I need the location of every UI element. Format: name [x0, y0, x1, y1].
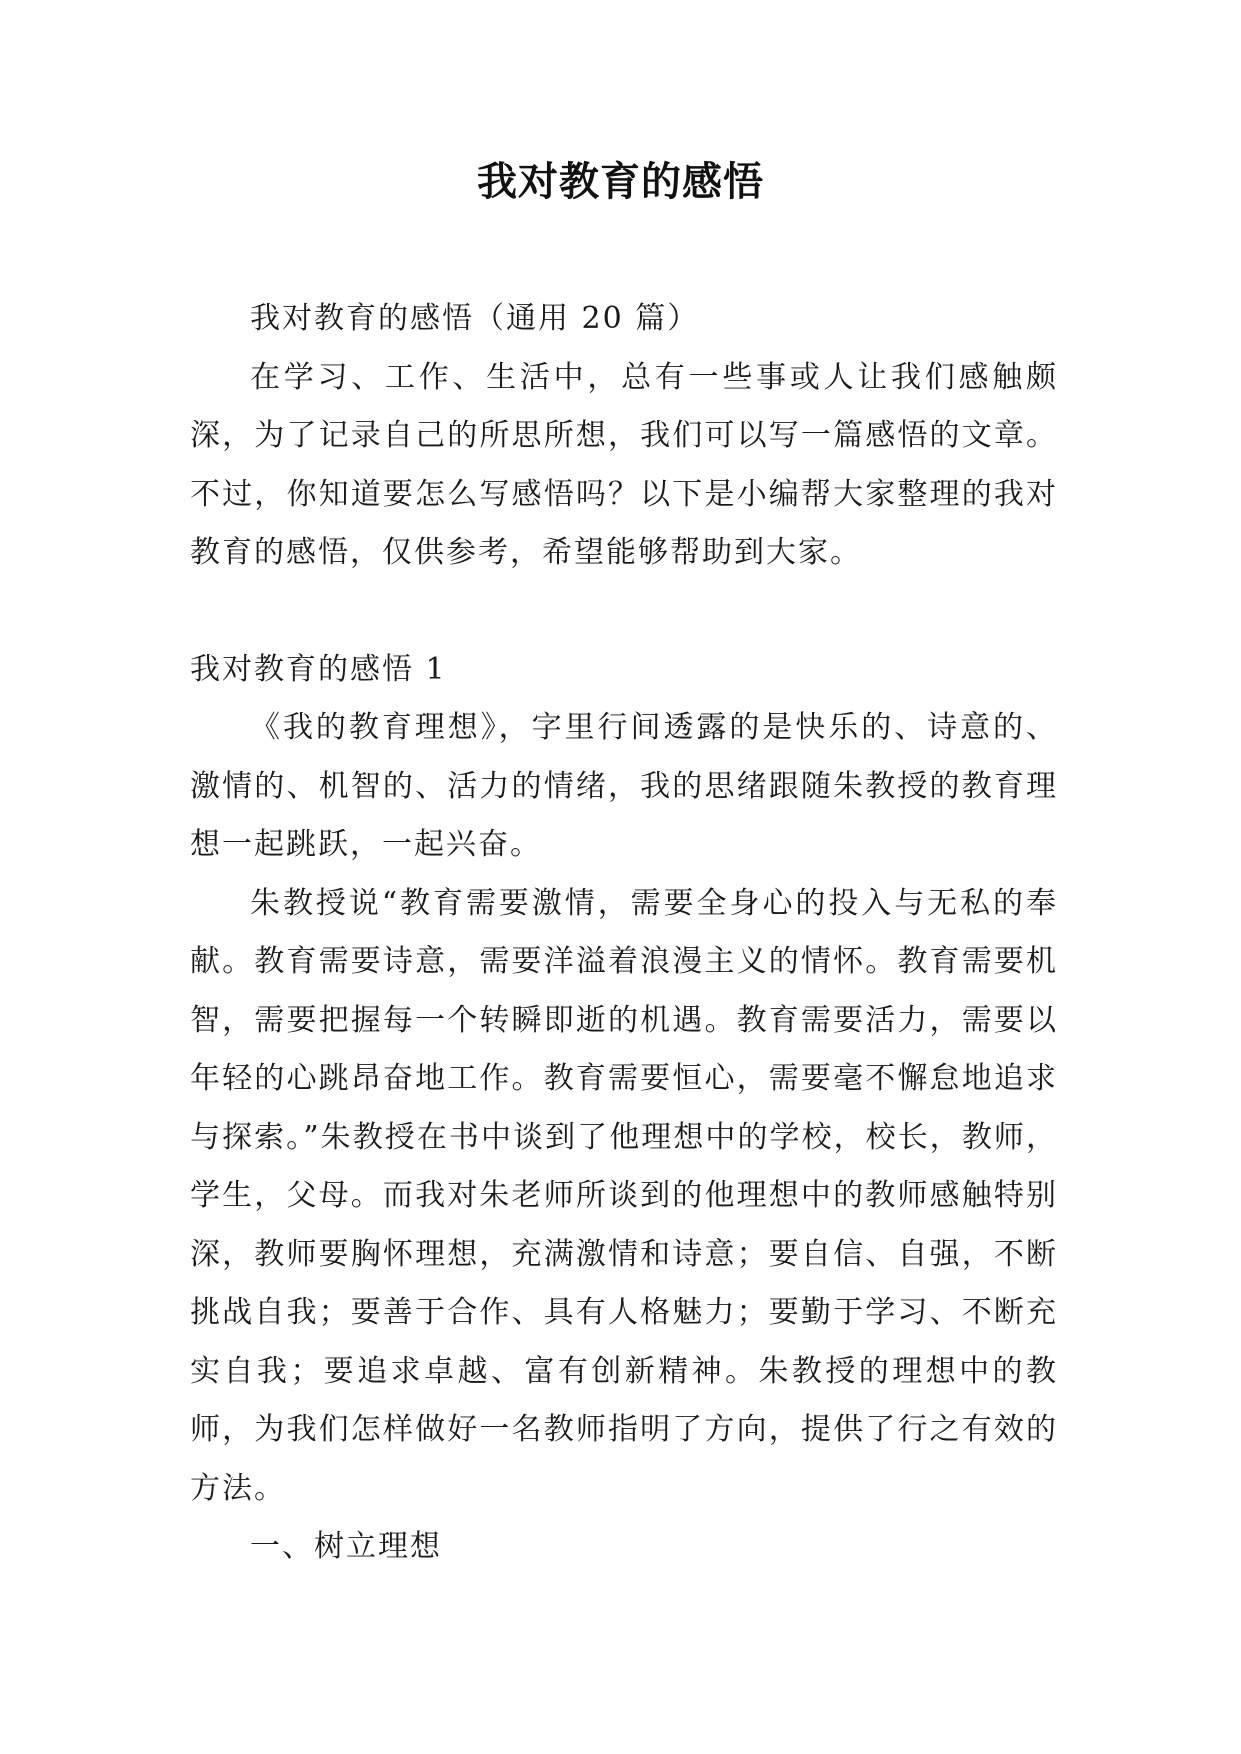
intro-paragraph: 在学习、工作、生活中，总有一些事或人让我们感触颇深，为了记录自己的所思所想，我们可以写一篇感悟的文章。不过，你知道要怎么写感悟吗？以下是小编帮大家整理的我对教育的感悟，仅供参考，希望能够帮助到大家。: [190, 359, 1058, 570]
document-title: 我对教育的感悟: [477, 159, 764, 205]
document-subtitle: 我对教育的感悟（通用 20 篇）: [250, 301, 700, 336]
body-paragraph: 朱教授说“教育需要激情，需要全身心的投入与无私的奉献。教育需要诗意，需要洋溢着浪漫主义的情怀。教育需要机智，需要把握每一个转瞬即逝的机遇。教育需要活力，需要以年轻的心跳昂奋地工作。教育需要恒心，需要毫不懈怠地追求与探索。”朱教授在书中谈到了他理想中的学校，校长，教师，学生，父母。而我对朱老师所谈到的他理想中的教师感触特别深，教师要胸怀理想，充满激情和诗意；要自信、自强，不断挑战自我；要善于合作、具有人格魅力；要勤于学习、不断充实自我；要追求卓越、富有创新精神。朱教授的理想中的教师，为我们怎样做好一名教师指明了方向，提供了行之有效的方法。: [190, 885, 1058, 1506]
document-body: [190, 290, 1058, 1577]
subsection-heading: 一、树立理想: [250, 1529, 442, 1564]
section-heading: 我对教育的感悟 1: [190, 651, 447, 687]
paragraph-spacer: [190, 583, 1058, 641]
body-paragraph: 《我的教育理想》，字里行间透露的是快乐的、诗意的、激情的、机智的、活力的情绪，我的思绪跟随朱教授的教育理想一起跳跃，一起兴奋。: [190, 710, 1058, 862]
